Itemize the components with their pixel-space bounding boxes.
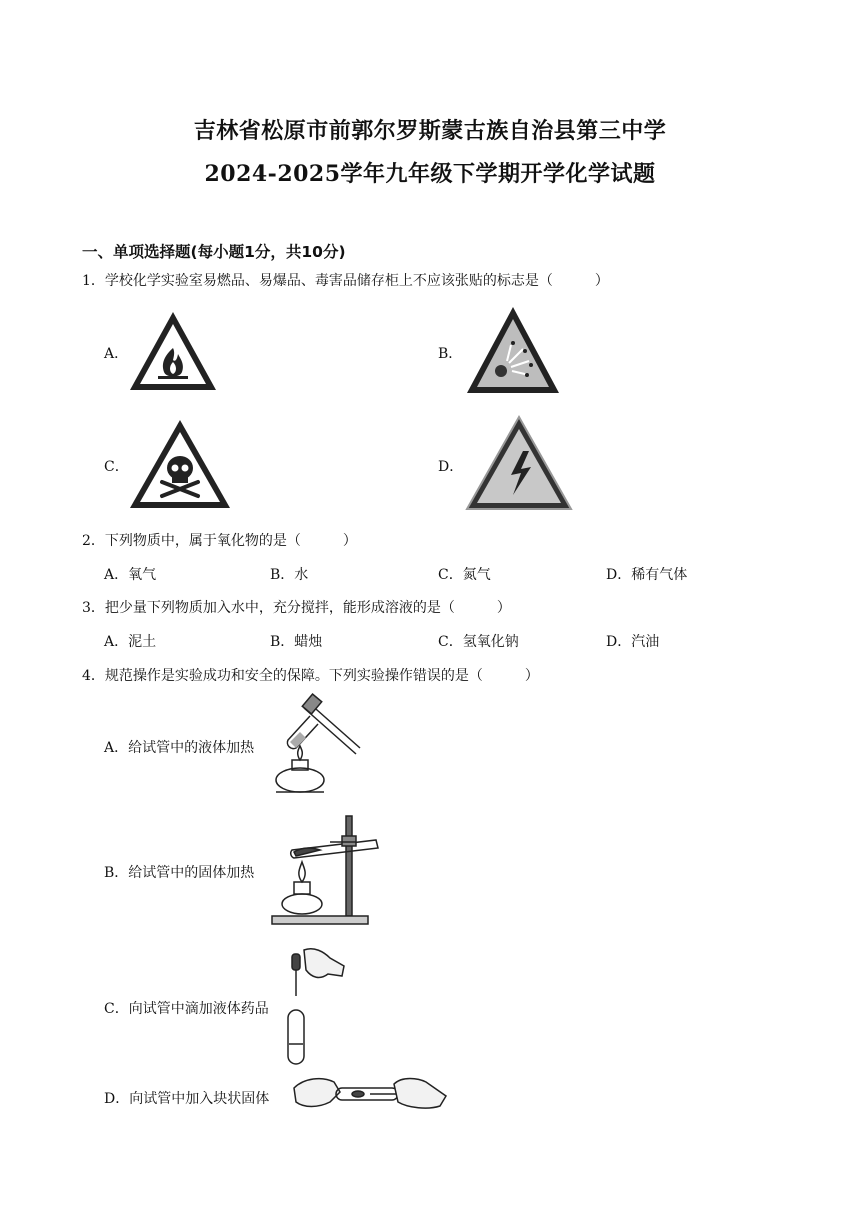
q3-option-a: A．泥土	[104, 634, 157, 650]
q2-option-c: C．氮气	[438, 567, 491, 583]
question-1-stem: 1．学校化学实验室易燃品、易爆品、毒害品储存柜上不应该张贴的标志是（ ）	[82, 273, 609, 289]
question-4-stem: 4．规范操作是实验成功和安全的保障。下列实验操作错误的是（ ）	[82, 668, 539, 684]
q2-option-b: B．水	[270, 567, 309, 583]
question-2-stem: 2．下列物质中，属于氧化物的是（ ）	[82, 533, 357, 549]
heating-liquid-test-tube-icon	[270, 696, 364, 798]
exam-title-line2: 2024-2025学年九年级下学期开学化学试题	[204, 161, 656, 187]
section-heading: 一、单项选择题(每小题1分，共10分)	[82, 243, 346, 261]
q2-option-a: A．氧气	[104, 567, 157, 583]
q1-option-a-label: A．	[104, 346, 129, 362]
toxic-skull-sign-icon	[128, 418, 232, 510]
q4-option-c: C．向试管中滴加液体药品	[104, 1001, 269, 1017]
q3-option-b: B．蜡烛	[270, 634, 323, 650]
q4-option-a: A．给试管中的液体加热	[104, 740, 255, 756]
adding-solid-to-test-tube-icon	[290, 1072, 450, 1116]
dropper-over-test-tube-icon	[284, 944, 348, 1068]
heating-solid-test-tube-icon	[270, 812, 382, 930]
q4-option-b: B．给试管中的固体加热	[104, 865, 255, 881]
question-3-stem: 3．把少量下列物质加入水中，充分搅拌，能形成溶液的是（ ）	[82, 600, 511, 616]
q1-option-d-label: D．	[438, 459, 464, 475]
q1-option-c-label: C．	[104, 459, 129, 475]
flammable-sign-icon	[128, 310, 218, 392]
q1-option-b-label: B．	[438, 346, 463, 362]
q4-option-d: D．向试管中加入块状固体	[104, 1091, 270, 1107]
q2-option-d: D．稀有气体	[606, 567, 688, 583]
q3-option-c: C．氢氧化钠	[438, 634, 519, 650]
q3-option-d: D．汽油	[606, 634, 660, 650]
explosive-sign-icon	[465, 305, 561, 395]
exam-title-line1: 吉林省松原市前郭尔罗斯蒙古族自治县第三中学	[193, 118, 667, 144]
electric-hazard-sign-icon	[465, 415, 573, 511]
